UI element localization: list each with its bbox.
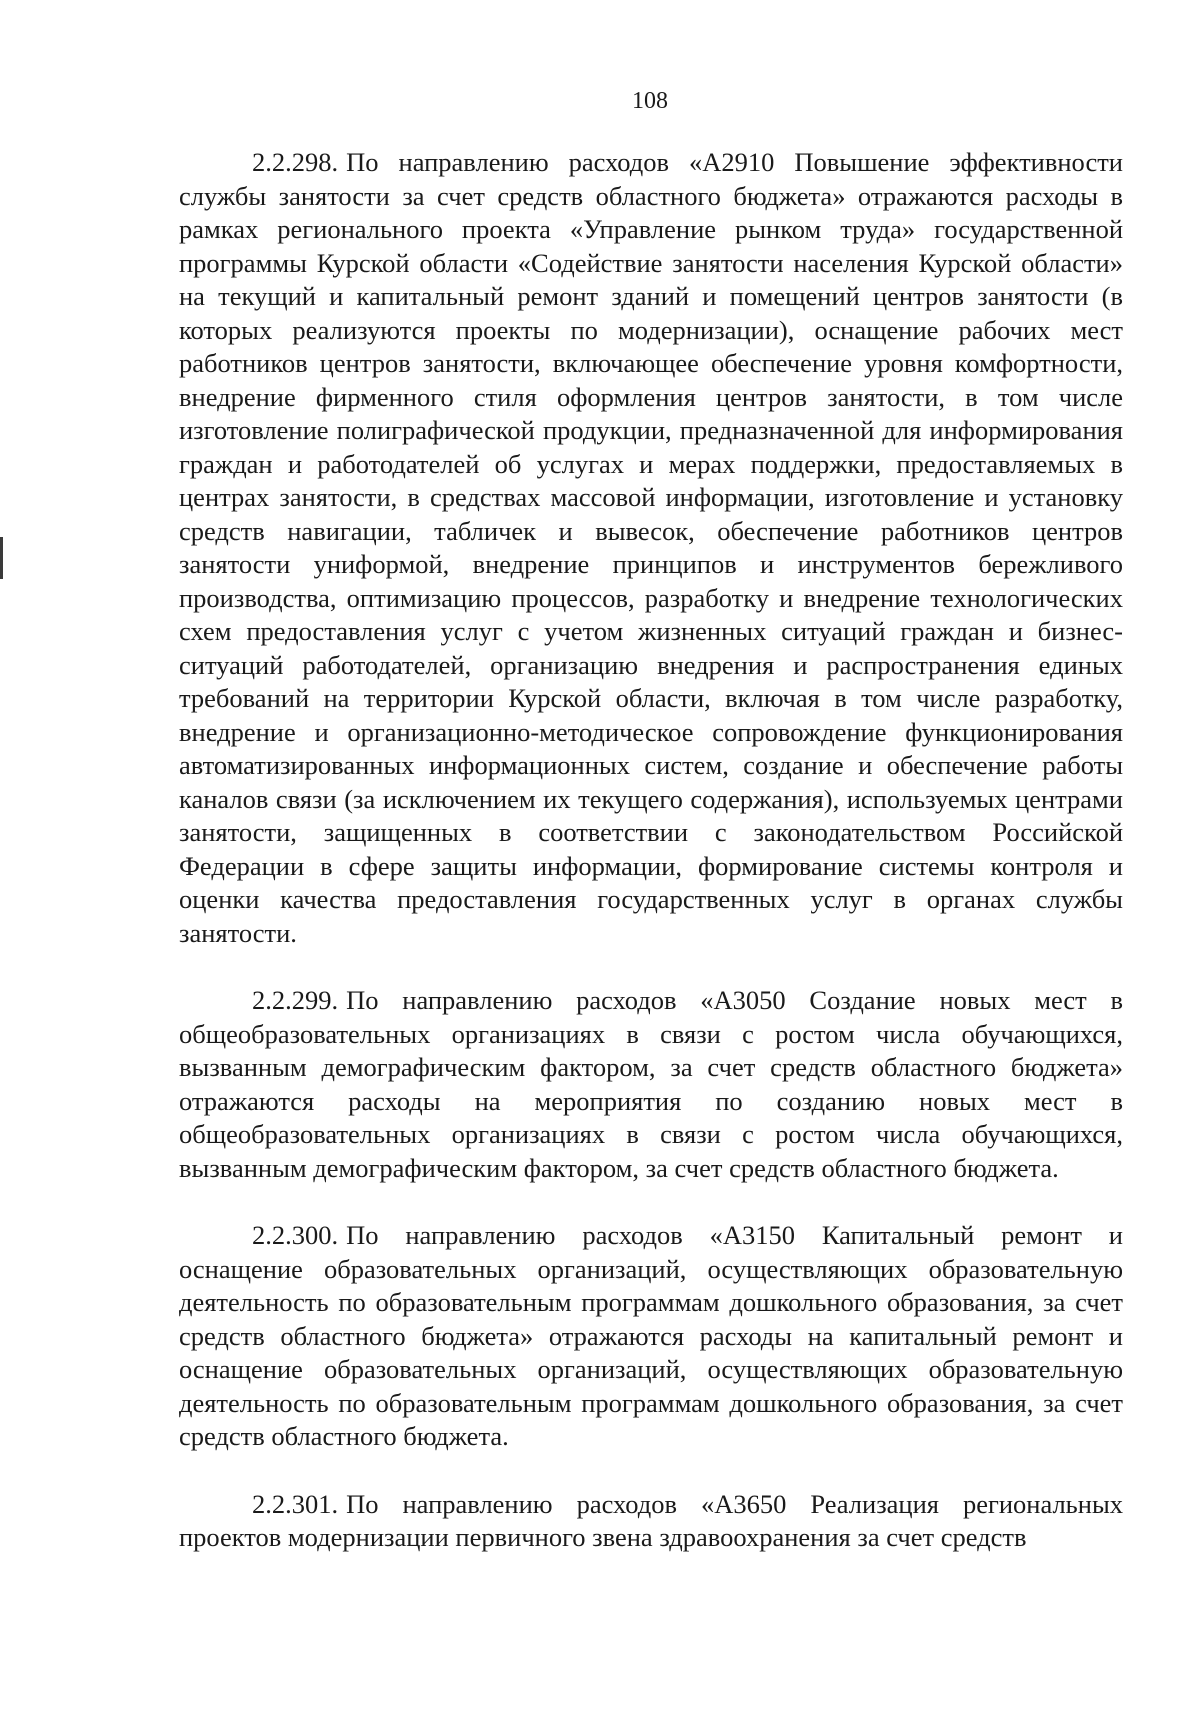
paragraph-text: По направлению расходов «А3650 Реализация региональных проектов модернизации первичного звена здравоохранения за счет средств bbox=[179, 1488, 1123, 1552]
page-number: 108 bbox=[632, 88, 668, 114]
paragraph-2-2-298 bbox=[179, 146, 1123, 950]
paragraph-text: По направлению расходов «А3050 Создание новых мест в общеобразовательных организациях в связи с ростом числа обучающихся, вызванным демографическим фактором, за счет средств областного бюджета» отражаются расходы на мероприятия по созданию новых мест в общеобразовательных организациях в связи с ростом числа обучающихся, вызванным демографическим фактором, за счет средств областного бюджета. bbox=[179, 985, 1123, 1183]
paragraph-text: По направлению расходов «А3150 Капитальный ремонт и оснащение образовательных организаций, осуществляющих образовательную деятельность по образовательным программам дошкольного образования, за счет средств областного бюджета» отражаются расходы на капитальный ремонт и оснащение образовательных организаций, осуществляющих образовательную деятельность по образовательным программам дошкольного образования, за счет средств областного бюджета. bbox=[179, 1220, 1123, 1451]
paragraph-2-2-299 bbox=[179, 984, 1123, 1185]
paragraph-number: 2.2.299. bbox=[252, 985, 339, 1015]
document-body bbox=[179, 146, 1123, 1589]
paragraph-number: 2.2.298. bbox=[252, 147, 339, 177]
paragraph-text: По направлению расходов «А2910 Повышение эффективности службы занятости за счет средств областного бюджета» отражаются расходы в рамках регионального проекта «Управление рынком труда» государственной программы Курской области «Содействие занятости населения Курской области» на текущий и капитальный ремонт зданий и помещений центров занятости (в которых реализуются проекты по модернизации), оснащение рабочих мест работников центров занятости, включающее обеспечение уровня комфортности, внедрение фирменного стиля оформления центров занятости, в том числе изготовление полиграфической продукции, предназначенной для информирования граждан и работодателей об услугах и мерах поддержки, предоставляемых в центрах занятости, в средствах массовой информации, изготовление и установку средств навигации, табличек и вывесок, обеспечение работников центров занятости униформой, внедрение принципов и инструментов бережливого производства, оптимизацию процессов, разработку и внедрение технологических схем предоставления услуг с учетом жизненных ситуаций граждан и бизнес-ситуаций работодателей, организацию внедрения и распространения единых требований на территории Курской области, включая в том числе разработку, внедрение и организационно-методическое сопровождение функционирования автоматизированных информационных систем, создание и обеспечение работы каналов связи (за исключением их текущего содержания), используемых центрами занятости, защищенных в соответствии с законодательством Российской Федерации в сфере защиты информации, формирование системы контроля и оценки качества предоставления государственных услуг в органах службы занятости. bbox=[179, 147, 1123, 948]
paragraph-2-2-300 bbox=[179, 1219, 1123, 1454]
paragraph-2-2-301 bbox=[179, 1488, 1123, 1555]
paragraph-number: 2.2.300. bbox=[252, 1220, 339, 1250]
paragraph-number: 2.2.301. bbox=[252, 1488, 339, 1519]
binding-mark bbox=[0, 537, 3, 579]
